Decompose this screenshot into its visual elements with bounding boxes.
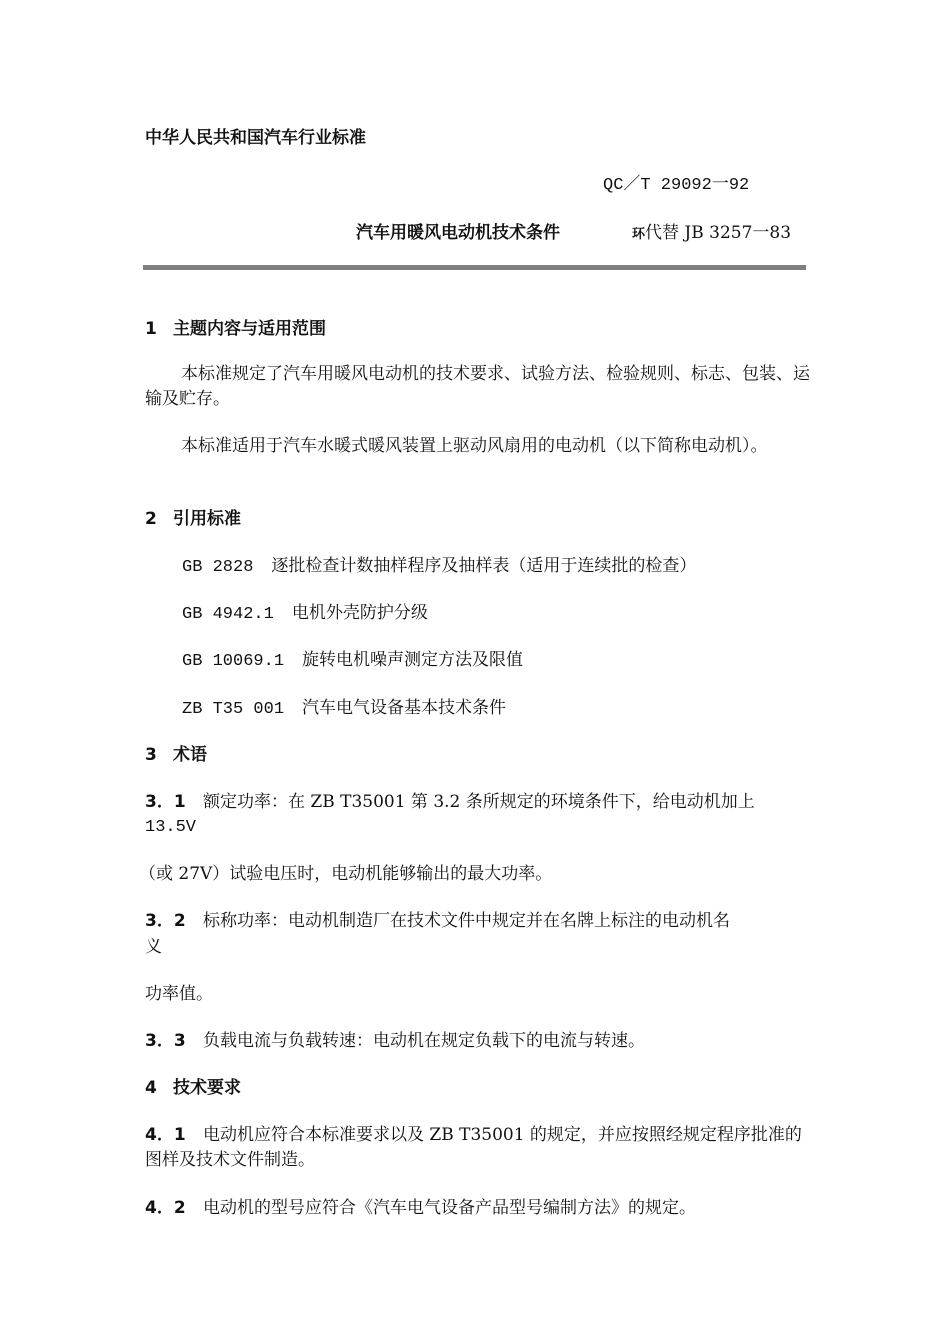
standard-number: QC／T 29092一92 [603, 176, 750, 195]
section-4-heading [145, 1075, 241, 1101]
section-2-heading [145, 506, 241, 532]
reference-item [182, 600, 428, 628]
reference-title: 旋转电机噪声测定方法及限值 [302, 650, 524, 670]
section-1-number: 1 [145, 319, 157, 339]
section-3-number: 3 [145, 745, 157, 765]
section-3-title: 术语 [173, 745, 207, 765]
clause-4-2 [145, 1195, 696, 1221]
clause-3-1-continuation-2: （或 27V）试验电压时，电动机能够输出的最大功率。 [139, 864, 553, 884]
reference-item [182, 647, 523, 675]
reference-title: 逐批检查计数抽样程序及抽样表（适用于连续批的检查） [271, 556, 697, 576]
clause-3-2 [145, 908, 730, 934]
clause-4-1 [145, 1123, 810, 1173]
reference-item [182, 553, 696, 581]
section-1-paragraph-2: 本标准适用于汽车水暖式暖风装置上驱动风扇用的电动机（以下简称电动机）。 [181, 436, 768, 456]
reference-code: GB 10069.1 [182, 652, 285, 671]
reference-code: ZB T35 001 [182, 700, 285, 719]
header-divider [143, 265, 806, 270]
section-2-title: 引用标准 [173, 509, 241, 529]
reference-code: GB 4942.1 [182, 605, 274, 624]
section-1-heading [145, 316, 326, 342]
reference-item [182, 695, 506, 723]
replaces-mark: 环 [632, 227, 646, 242]
clause-text: 额定功率：在 ZB T35001 第 3.2 条所规定的环境条件下，给电动机加上 [203, 792, 755, 812]
clause-3-2-continuation: 义 [145, 937, 162, 957]
section-3-heading [145, 742, 207, 768]
clause-number: 4．1 [145, 1125, 186, 1145]
section-4-number: 4 [145, 1078, 157, 1098]
clause-text: 电动机的型号应符合《汽车电气设备产品型号编制方法》的规定。 [203, 1198, 696, 1218]
replaces-text: 代替 JB 3257一83 [645, 223, 792, 243]
clause-number: 3．1 [145, 792, 186, 812]
section-1-paragraph-1: 本标准规定了汽车用暖风电动机的技术要求、试验方法、检验规则、标志、包装、运输及贮存。 [145, 364, 810, 409]
replaces-line [632, 220, 791, 248]
industry-standard-title: 中华人民共和国汽车行业标准 [145, 128, 366, 148]
clause-number: 4．2 [145, 1198, 186, 1218]
reference-title: 汽车电气设备基本技术条件 [302, 698, 507, 718]
clause-text: 标称功率：电动机制造厂在技术文件中规定并在名牌上标注的电动机名 [203, 911, 730, 931]
clause-3-1 [145, 789, 755, 815]
section-4-title: 技术要求 [173, 1078, 241, 1098]
clause-3-2-continuation-2: 功率值。 [145, 984, 213, 1004]
reference-title: 电机外壳防护分级 [291, 603, 428, 623]
section-2-number: 2 [145, 509, 157, 529]
clause-number: 3．2 [145, 911, 186, 931]
clause-text: 负载电流与负载转速：电动机在规定负载下的电流与转速。 [203, 1031, 645, 1051]
section-1-title: 主题内容与适用范围 [173, 319, 326, 339]
reference-code: GB 2828 [182, 558, 254, 577]
clause-3-3 [145, 1028, 645, 1054]
clause-number: 3．3 [145, 1031, 186, 1051]
document-title: 汽车用暖风电动机技术条件 [356, 223, 560, 243]
clause-3-1-continuation: 13.5V [145, 818, 197, 837]
clause-text: 电动机应符合本标准要求以及 ZB T35001 的规定，并应按照经规定程序批准的图样及技术文件制造。 [145, 1125, 802, 1170]
